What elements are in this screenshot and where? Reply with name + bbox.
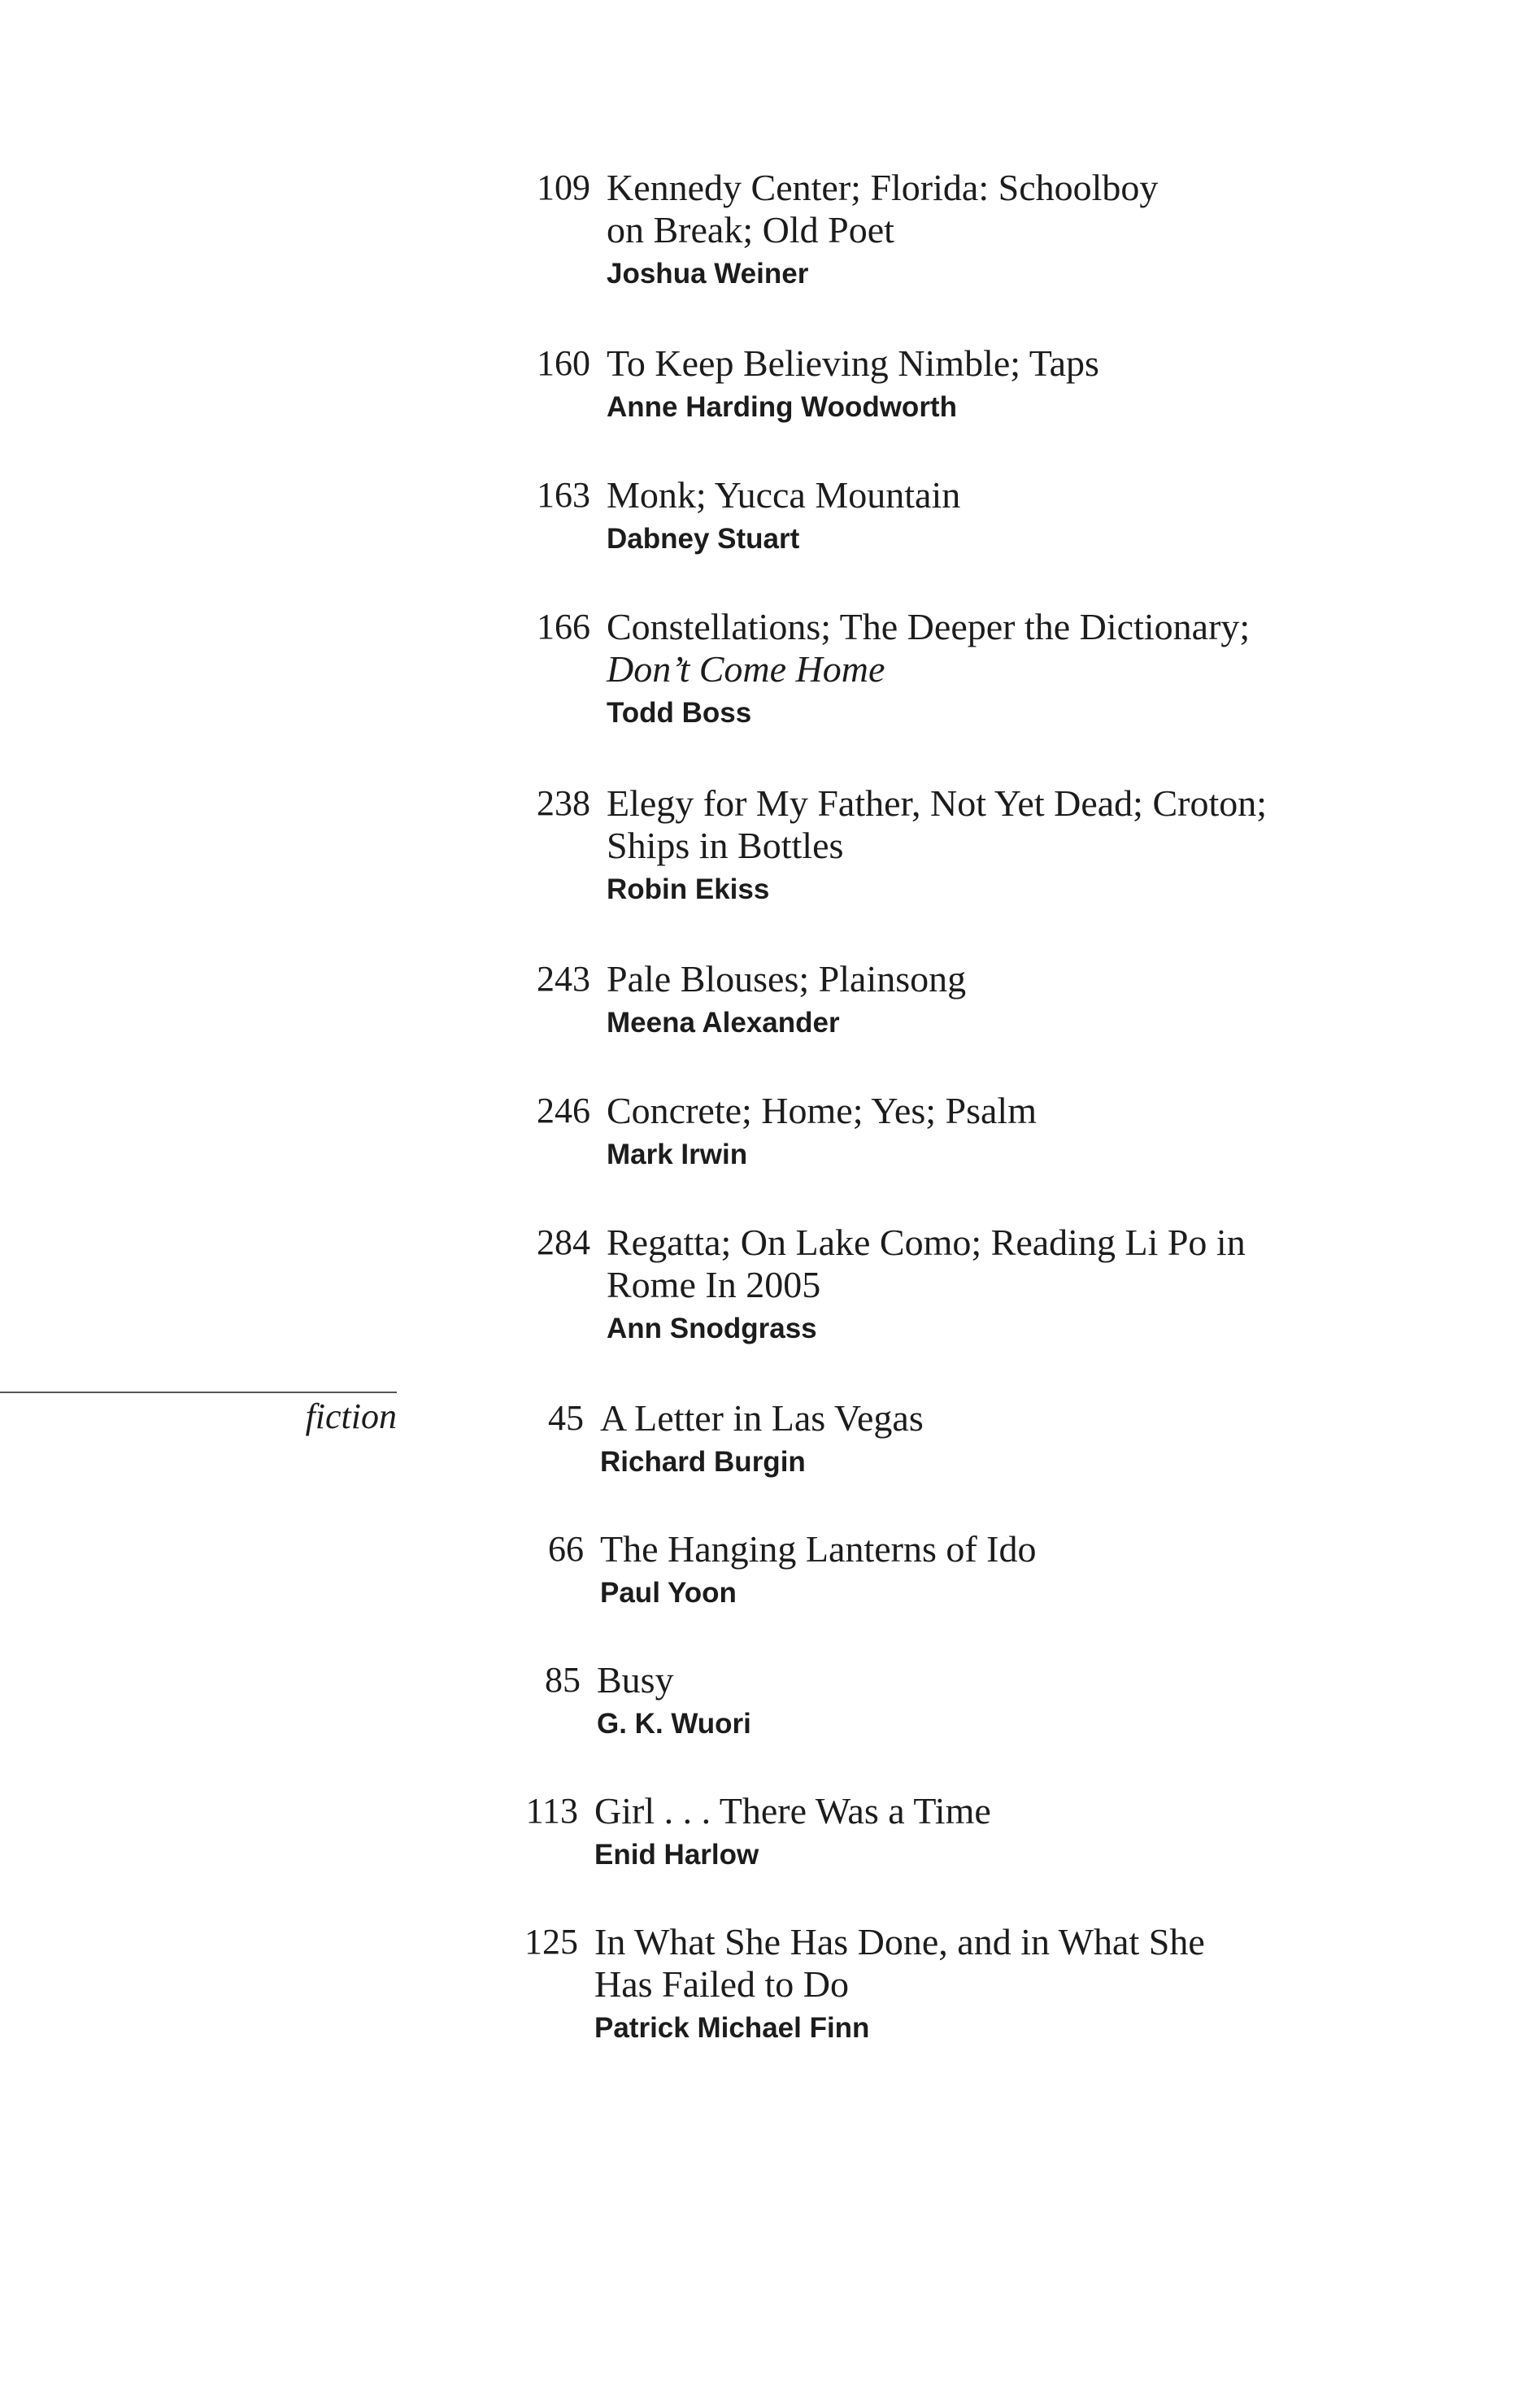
title-line: Elegy for My Father, Not Yet Dead; Croton; — [607, 782, 1268, 824]
title-line: Rome In 2005 — [607, 1264, 821, 1305]
entry-title — [607, 1090, 1420, 1132]
entry-author: Paul Yoon — [600, 1577, 737, 1609]
entry-title — [607, 342, 1420, 385]
entry-title — [607, 167, 1420, 251]
title-line: Monk; Yucca Mountain — [607, 474, 961, 516]
page-number: 125 — [524, 1922, 578, 1962]
page-number: 163 — [537, 475, 590, 515]
entry-title — [600, 1528, 1413, 1570]
entry-author: Robin Ekiss — [607, 873, 770, 905]
title-line: Constellations; The Deeper the Dictionary; — [607, 606, 1251, 647]
entry-author: Todd Boss — [607, 697, 752, 729]
section-divider — [0, 1392, 397, 1393]
entry-author: Richard Burgin — [600, 1446, 806, 1478]
entry-title — [607, 606, 1420, 690]
toc-entry — [548, 1397, 1413, 1482]
title-line: To Keep Believing Nimble; Taps — [607, 342, 1099, 384]
entry-author: Patrick Michael Finn — [594, 2012, 870, 2044]
page-number: 160 — [537, 343, 590, 383]
entry-title — [594, 1921, 1407, 2006]
page-number: 246 — [537, 1091, 590, 1130]
title-line: In What She Has Done, and in What She — [594, 1921, 1205, 1962]
entry-title — [607, 1222, 1420, 1306]
entry-title — [607, 958, 1420, 1000]
entry-author: G. K. Wuori — [597, 1708, 751, 1740]
title-line-italic: Don’t Come Home — [607, 648, 885, 690]
page-number: 238 — [537, 783, 590, 823]
title-line: Girl . . . There Was a Time — [594, 1790, 991, 1832]
title-line: Has Failed to Do — [594, 1963, 850, 2005]
toc-entry — [537, 782, 1420, 909]
entry-author: Enid Harlow — [594, 1839, 759, 1871]
toc-entry — [545, 1659, 1410, 1744]
toc-entry — [537, 167, 1420, 294]
title-line: Busy — [597, 1659, 674, 1701]
title-line: on Break; Old Poet — [607, 209, 894, 250]
page-number: 284 — [537, 1222, 590, 1262]
title-line: Kennedy Center; Florida: Schoolboy — [607, 167, 1159, 208]
toc-entry — [524, 1921, 1407, 2048]
page-number: 166 — [537, 607, 590, 647]
entry-author: Dabney Stuart — [607, 523, 800, 555]
entry-title — [594, 1790, 1407, 1832]
entry-author: Anne Harding Woodworth — [607, 391, 957, 423]
title-line: Pale Blouses; Plainsong — [607, 958, 967, 1000]
page-number: 243 — [537, 959, 590, 999]
title-line: Ships in Bottles — [607, 825, 844, 866]
toc-entry — [537, 474, 1420, 559]
title-line: A Letter in Las Vegas — [600, 1397, 924, 1439]
toc-entry — [537, 1222, 1420, 1348]
page-number: 113 — [525, 1791, 578, 1831]
entry-title — [607, 474, 1420, 516]
page-number: 85 — [545, 1660, 581, 1700]
toc-entry — [537, 342, 1420, 427]
entry-author: Mark Irwin — [607, 1139, 748, 1170]
entry-title — [607, 782, 1420, 867]
page-number: 109 — [537, 168, 590, 207]
entry-author: Meena Alexander — [607, 1007, 840, 1039]
toc-entry — [537, 1090, 1420, 1174]
page-number: 45 — [548, 1398, 584, 1438]
title-line: Regatta; On Lake Como; Reading Li Po in — [607, 1222, 1246, 1263]
title-line: Concrete; Home; Yes; Psalm — [607, 1090, 1037, 1131]
section-label-fiction: fiction — [305, 1396, 397, 1436]
entry-title — [600, 1397, 1413, 1440]
toc-entry — [537, 606, 1420, 733]
entry-author: Joshua Weiner — [607, 258, 809, 290]
entry-author: Ann Snodgrass — [607, 1313, 817, 1344]
page-number: 66 — [548, 1529, 584, 1569]
title-line: The Hanging Lanterns of Ido — [600, 1528, 1037, 1570]
toc-entry — [548, 1528, 1413, 1613]
entry-title — [597, 1659, 1410, 1701]
toc-entry — [525, 1790, 1407, 1875]
toc-entry — [537, 958, 1420, 1043]
